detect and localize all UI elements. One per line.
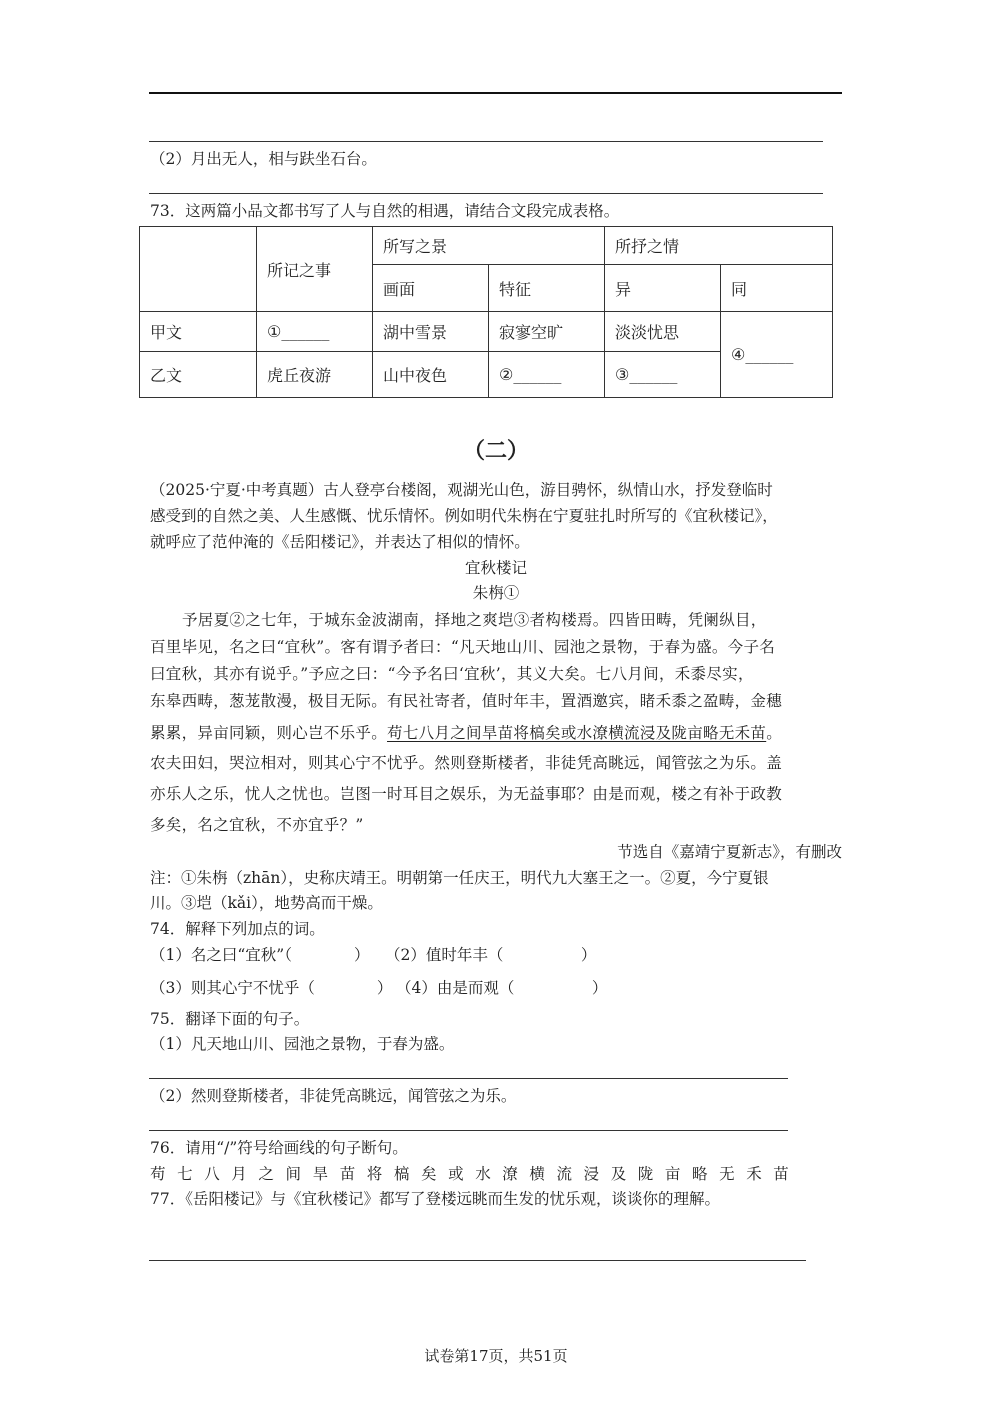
passage-author: 朱栴①	[472, 584, 520, 602]
intro-line-1: （2025·宁夏·中考真题）古人登亭台楼阁，观湖光山色，游目骋怀，纵情山水，抒发登临时	[150, 481, 773, 499]
passage-line-8: 多矣，名之宜秋，不亦宜乎？”	[150, 816, 364, 834]
row2-feature-blank: ②______	[489, 352, 605, 398]
source-line: 节选自《嘉靖宁夏新志》，有删改	[617, 843, 842, 861]
q74-item-4: （4）由是而观（ ）	[396, 979, 608, 997]
row1-picture: 湖中雪景	[373, 312, 489, 352]
passage-line-5-end: 。	[766, 724, 783, 742]
row2-event: 虎丘夜游	[257, 352, 373, 398]
intro-line-3: 就呼应了范仲淹的《岳阳楼记》，并表达了相似的情怀。	[150, 533, 530, 551]
q77-prompt: 77．《岳阳楼记》与《宜秋楼记》都写了登楼远眺而生发的忧乐观，谈谈你的理解。	[150, 1190, 720, 1208]
header-event: 所记之事	[257, 227, 373, 312]
row2-diff-blank: ③______	[605, 352, 721, 398]
row1-label: 甲文	[140, 312, 257, 352]
note-line-1: 注：①朱栴（zhān），史称庆靖王。明朝第一任庆王，明代九大塞王之一。②夏，今宁夏银	[150, 869, 769, 887]
answer-line	[149, 193, 823, 194]
q75-item-2: （2）然则登斯楼者，非徒凭高眺远，闻管弦之为乐。	[150, 1087, 517, 1105]
note-line-2: 川。③垲（kǎi），地势高而干燥。	[150, 894, 383, 912]
answer-line	[149, 1260, 806, 1261]
passage-line-3: 曰宜秋，其亦有说乎。”予应之曰：“今予名曰‘宜秋’，其义大矣。七八月间，禾黍尽实，	[150, 665, 754, 683]
answer-line	[149, 141, 823, 142]
q73-table	[139, 226, 833, 398]
header-feature: 特征	[489, 265, 605, 312]
q76-prompt: 76．请用“/”符号给画线的句子断句。	[150, 1139, 408, 1157]
header-scene: 所写之景	[373, 227, 605, 265]
passage-title: 宜秋楼记	[464, 559, 527, 577]
header-diff: 异	[605, 265, 721, 312]
answer-line	[149, 1130, 788, 1131]
q74-item-1: （1）名之曰“宜秋”（ ）	[150, 946, 370, 964]
passage-line-5-start: 累累，异亩同颖，则心岂不乐乎。	[150, 724, 388, 742]
q74-prompt: 74．解释下列加点的词。	[150, 920, 325, 938]
header-picture: 画面	[373, 265, 489, 312]
q76-sentence: 苟七八月之间旱苗将槁矣或水潦横流浸及陇亩略无禾苗	[150, 1165, 801, 1183]
table-corner	[140, 227, 257, 312]
q72-sub2: （2）月出无人，相与趺坐石台。	[150, 150, 377, 168]
page-footer: 试卷第17页，共51页	[424, 1347, 568, 1365]
row2-label: 乙文	[140, 352, 257, 398]
passage-line-7: 亦乐人之乐，忧人之忧也。岂图一时耳目之娱乐，为无益事耶？由是而观，楼之有补于政教	[150, 785, 783, 803]
row2-picture: 山中夜色	[373, 352, 489, 398]
row1-event-blank: ①______	[257, 312, 373, 352]
passage-line-6: 农夫田妇，哭泣相对，则其心宁不忧乎。然则登斯楼者，非徒凭高眺远，闻管弦之为乐。盖	[150, 754, 783, 772]
row1-diff: 淡淡忧思	[605, 312, 721, 352]
underlined-sentence: 苟七八月之间旱苗将槁矣或水潦横流浸及陇亩略无禾苗	[387, 724, 767, 742]
passage-line-1: 予居夏②之七年，于城东金波湖南，择地之爽垲③者构楼焉。四皆田畴，凭阑纵目，	[182, 611, 767, 629]
q75-prompt: 75．翻译下面的句子。	[150, 1010, 310, 1028]
passage-line-4: 东皋西畴，葱茏散漫，极目无际。有民社寄者，值时年丰，置酒邀宾，睹禾黍之盈畴，金穗	[150, 692, 783, 710]
answer-line	[149, 1078, 788, 1079]
header-rule	[149, 92, 842, 94]
q75-item-1: （1）凡天地山川、园池之景物，于春为盛。	[150, 1035, 455, 1053]
section-title: （二）	[462, 438, 529, 464]
same-blank: ④______	[721, 312, 833, 398]
passage-line-2: 百里毕见，名之曰“宜秋”。客有谓予者曰：“凡天地山川、园池之景物，于春为盛。今子名	[150, 638, 776, 656]
passage-line-5	[150, 722, 842, 744]
q73-prompt: 73．这两篇小品文都书写了人与自然的相遇，请结合文段完成表格。	[150, 202, 620, 220]
q74-item-2: （2）值时年丰（ ）	[385, 946, 597, 964]
q74-item-3: （3）则其心宁不忧乎（ ）	[150, 979, 393, 997]
header-emotion: 所抒之情	[605, 227, 833, 265]
row1-feature: 寂寥空旷	[489, 312, 605, 352]
intro-line-2: 感受到的自然之美、人生感慨、忧乐情怀。例如明代朱栴在宁夏驻扎时所写的《宜秋楼记》，	[150, 507, 778, 525]
header-same: 同	[721, 265, 833, 312]
